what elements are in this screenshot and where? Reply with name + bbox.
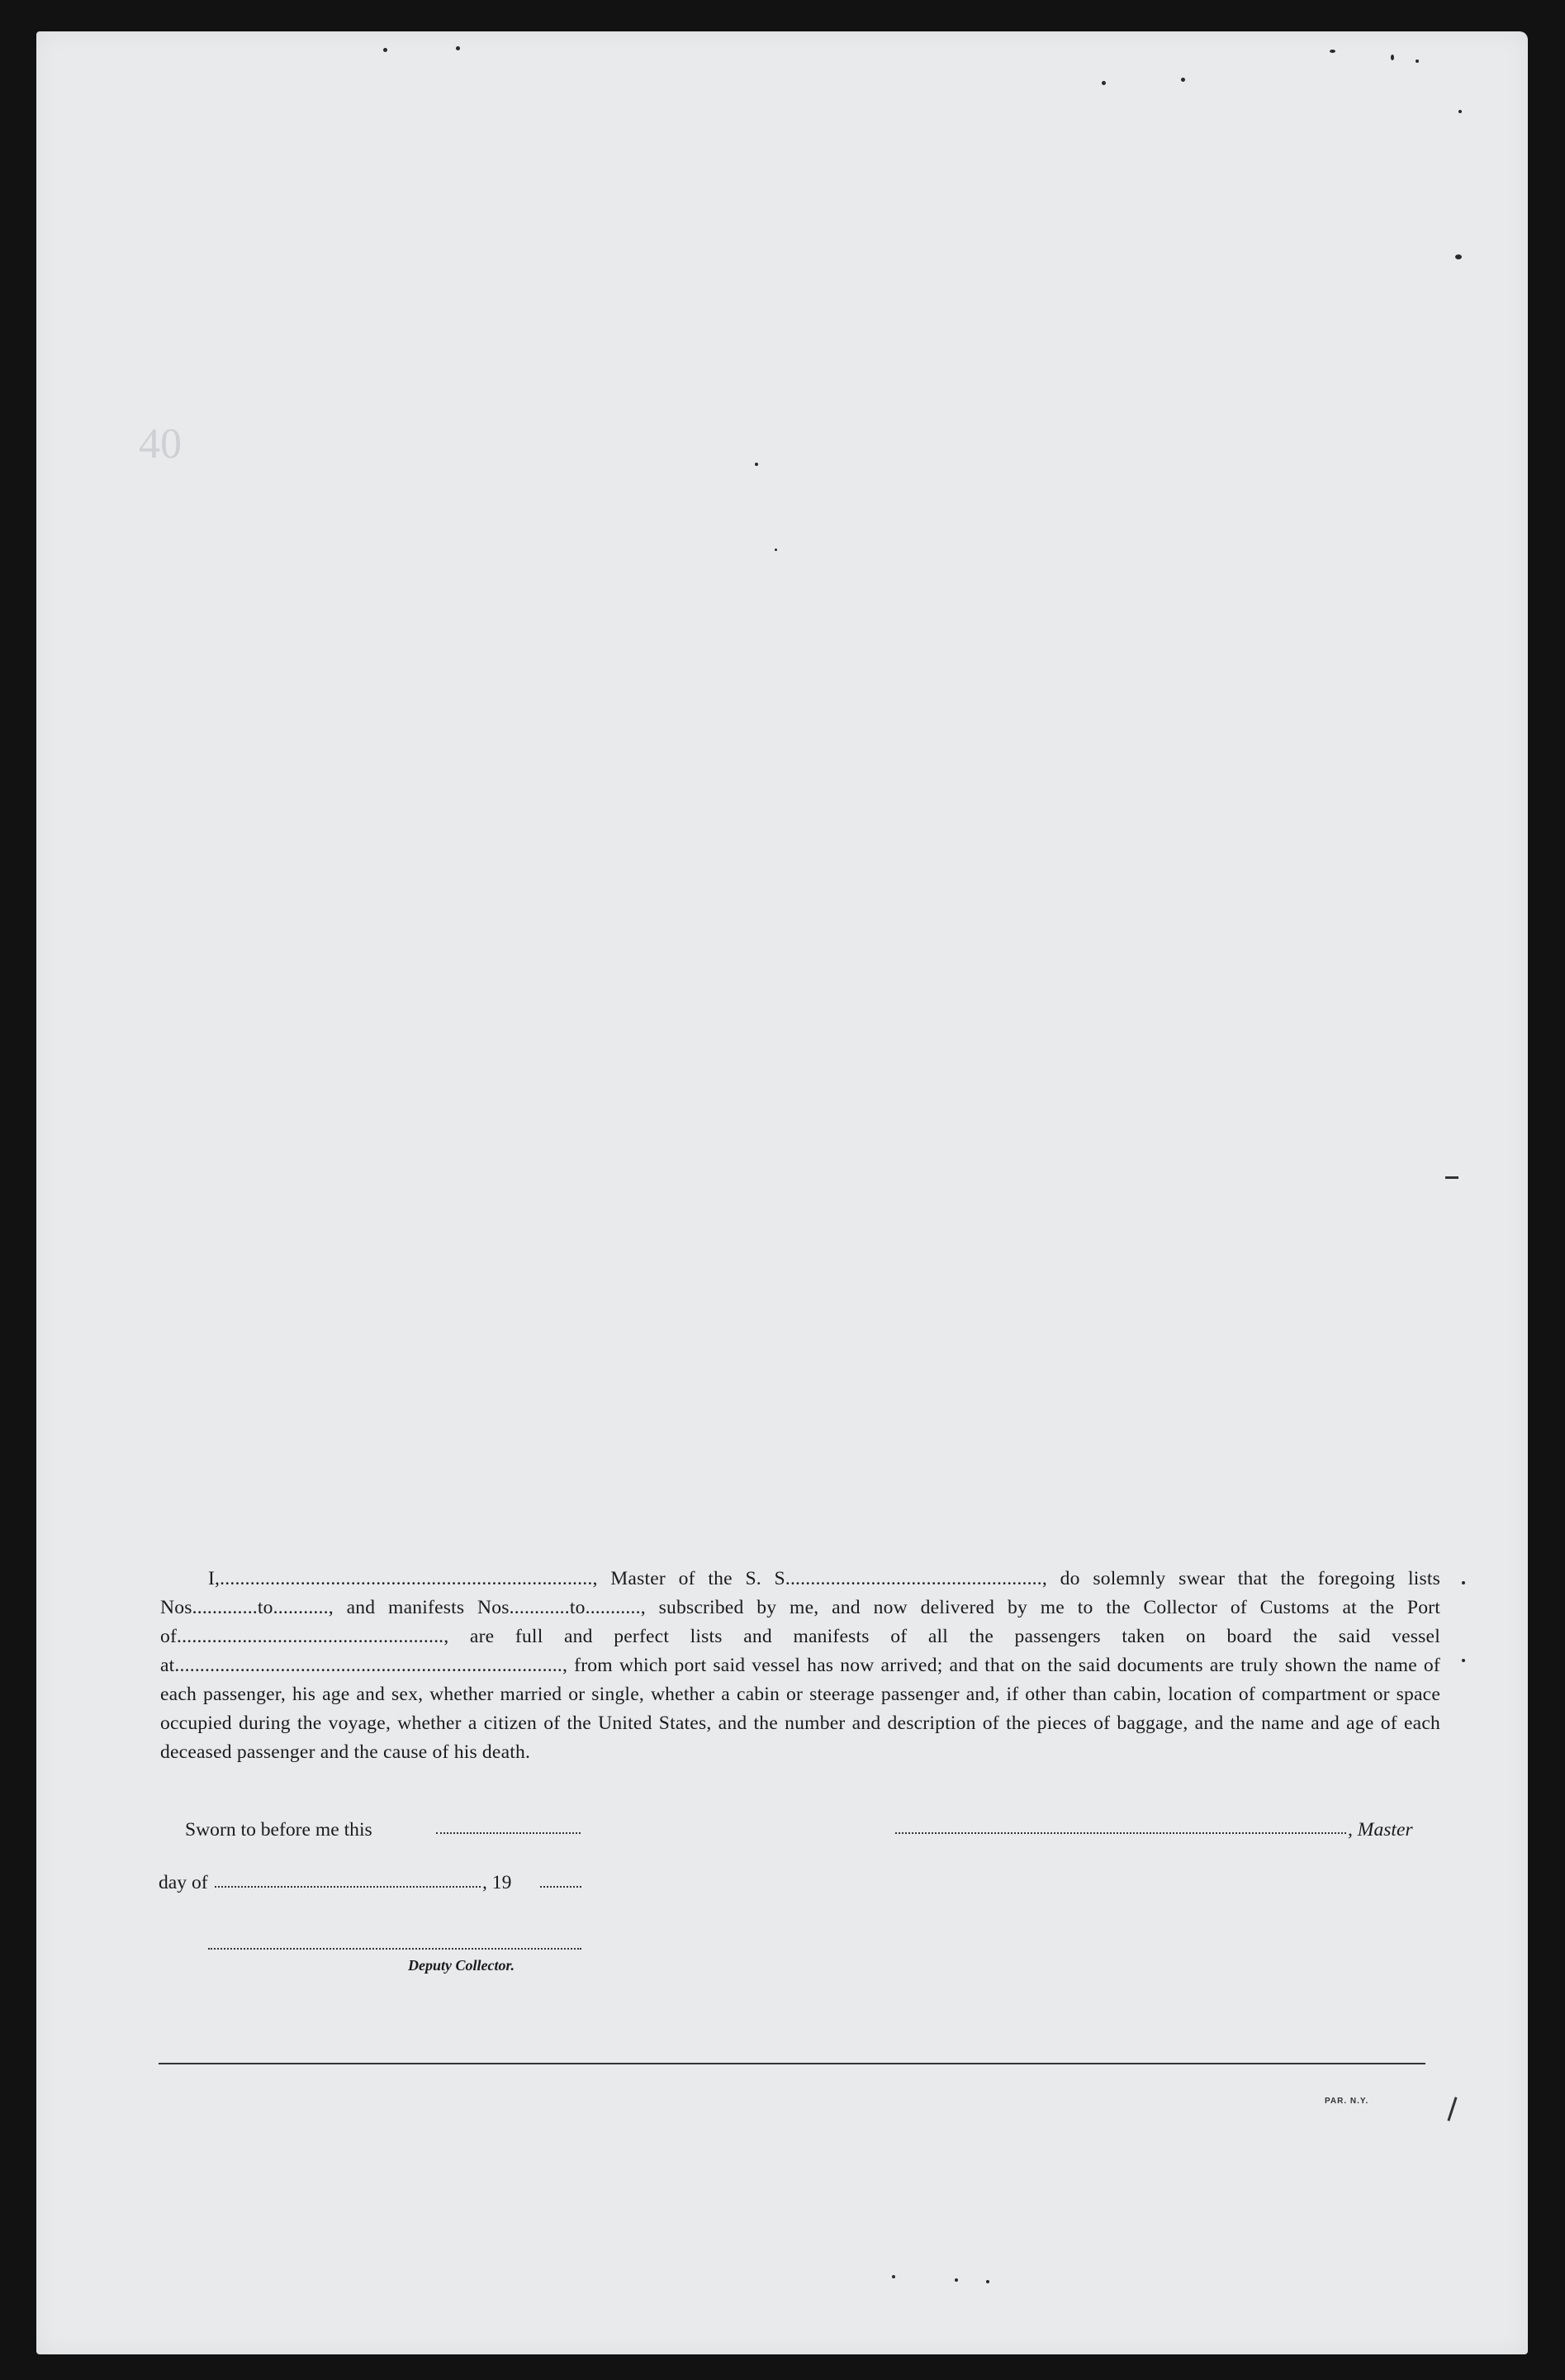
bottom-rule [159,2063,1425,2064]
scan-speck [1458,110,1462,113]
master-label-text: , Master [1348,1819,1413,1841]
scan-speck [986,2280,989,2283]
scan-speck [1462,1659,1465,1662]
scan-speck [1102,81,1106,85]
master-label [1348,1819,1413,1841]
document-page [36,31,1528,2354]
scan-speck [1462,1581,1465,1584]
show-through-number: 40 [139,420,182,468]
day-of-label-text: day of [159,1872,208,1893]
deputy-collector-label: Deputy Collector. [408,1957,515,1974]
sworn-label [185,1819,372,1841]
scan-speck [955,2278,958,2282]
scan-speck [1455,254,1462,259]
oath-paragraph: I,.........................................................................., Master of the S. S..................................................., do solemnly swear that the foregoing lists Nos.............to..........., and manifests Nos............to..........., subscribed by me, and now delivered by me to the Collector of Customs at the Port of....................................................., are full and perfect lists and manifests of all the passengers taken on board the said vessel at............................................................................., from which port said vessel has now arrived; and that on the said documents are truly shown the name of each passenger, his age and sex, whether married or single, whether a cabin or steerage passenger and, if other than cabin, location of compartment or space occupied during the voyage, whether a citizen of the United States, and the number and description of the pieces of baggage, and the name and age of each deceased passenger and the cause of his death. [160,1568,1440,1763]
margin-dash [1445,1176,1458,1179]
scan-speck [1416,59,1419,63]
year-blank [540,1886,581,1888]
scan-speck [755,463,758,466]
day-of-label [159,1872,208,1894]
sworn-date-blank [436,1832,581,1834]
printer-mark: PAR. N.Y. [1325,2097,1369,2106]
year-label-text: , 19 [482,1872,512,1893]
year-label [482,1872,511,1894]
scan-speck [1330,50,1335,53]
scan-speck [775,549,777,551]
margin-tick [1447,2097,1457,2121]
scan-speck [1391,55,1394,60]
scan-speck [383,48,387,52]
scan-speck [1181,78,1185,82]
scan-speck [892,2275,895,2278]
deputy-collector-signature-blank [208,1948,581,1950]
scan-speck [456,46,460,50]
sworn-label-text: Sworn to before me this [185,1819,372,1841]
master-signature-blank [895,1832,1346,1834]
month-blank [215,1886,481,1888]
